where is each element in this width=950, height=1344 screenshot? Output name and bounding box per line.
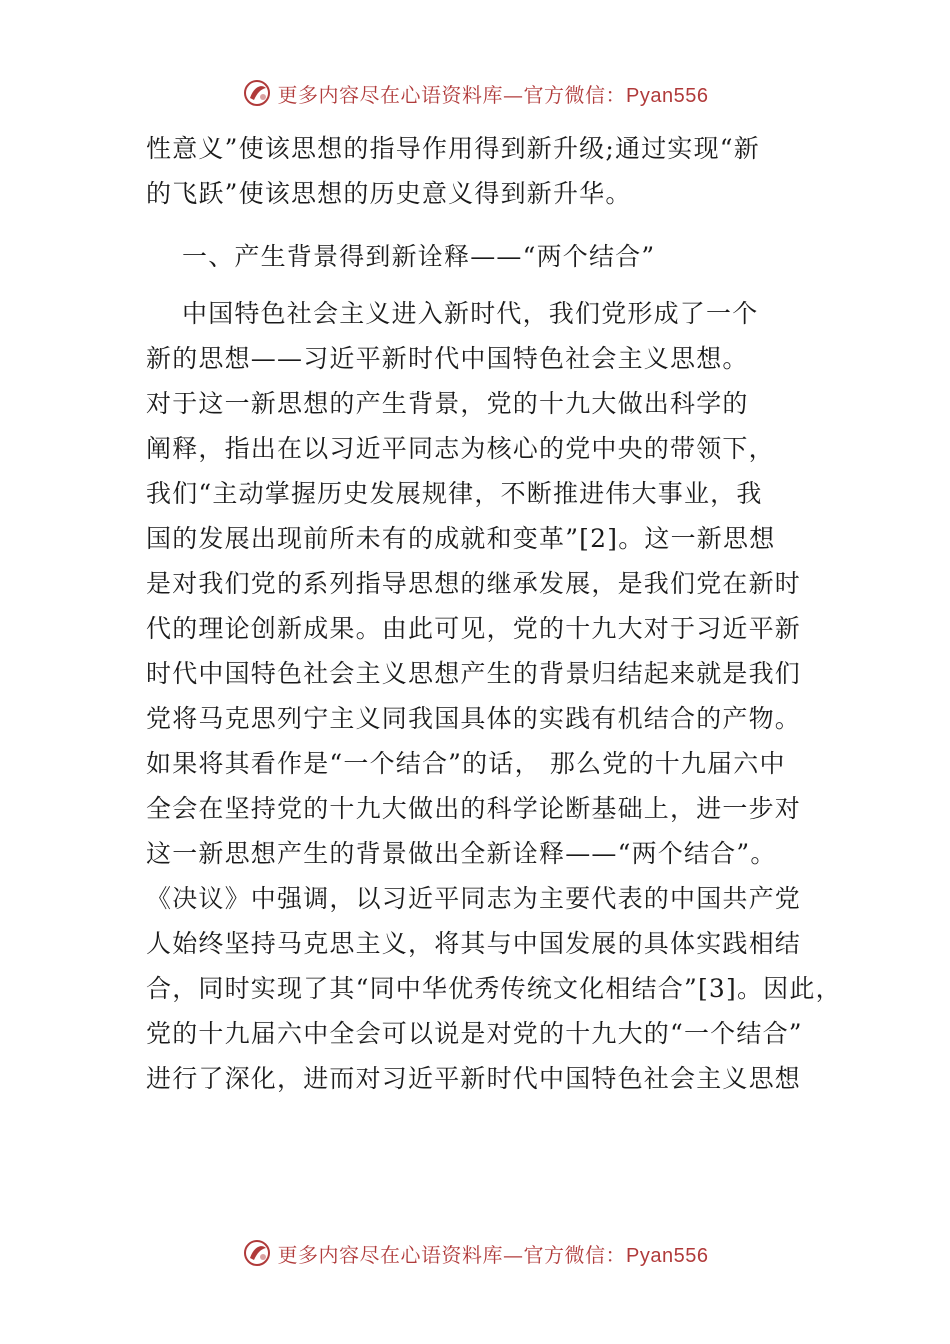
logo-icon [242, 1238, 272, 1268]
footer-banner [0, 1233, 950, 1273]
paragraph [146, 291, 842, 1101]
paragraph [146, 126, 826, 216]
text-line: 中国特色社会主义进入新时代，我们党形成了一个 [182, 299, 759, 328]
text-line: 国的发展出现前所未有的成就和变革”[2]。这一新思想 [146, 524, 776, 553]
wechat-id: Pyan556 [626, 84, 709, 107]
text-line: 新的思想——习近平新时代中国特色社会主义思想。 [146, 344, 749, 373]
logo-icon [242, 78, 272, 108]
text-line: 党将马克思列宁主义同我国具体的实践有机结合的产物。 [146, 704, 802, 733]
banner-text: 更多内容尽在心语资料库—官方微信： [277, 82, 627, 107]
text-line: 《决议》中强调，以习近平同志为主要代表的中国共产党 [146, 884, 802, 913]
text-line: 全会在坚持党的十九大做出的科学论断基础上，进一步对 [146, 794, 802, 823]
text-line: 阐释，指出在以习近平同志为核心的党中央的带领下， [146, 434, 775, 463]
text-line: 合，同时实现了其“同中华优秀传统文化相结合”[3]。因此， [146, 974, 842, 1003]
banner-text: 更多内容尽在心语资料库—官方微信： [277, 1242, 627, 1267]
text-line: 代的理论创新成果。由此可见，党的十九大对于习近平新 [146, 614, 802, 643]
text-line: 人始终坚持马克思主义，将其与中国发展的具体实践相结 [146, 929, 802, 958]
text-line: 时代中国特色社会主义思想产生的背景归结起来就是我们 [146, 659, 802, 688]
text-line: 性意义”使该思想的指导作用得到新升级;通过实现“新 [146, 134, 760, 163]
text-line: 对于这一新思想的产生背景，党的十九大做出科学的 [146, 389, 749, 418]
header-banner [0, 73, 950, 113]
text-line: 这一新思想产生的背景做出全新诠释——“两个结合”。 [146, 839, 777, 868]
text-line: 一、产生背景得到新诠释——“两个结合” [182, 242, 656, 271]
text-line: 我们“主动掌握历史发展规律，不断推进伟大事业，我 [146, 479, 763, 508]
text-line: 进行了深化，进而对习近平新时代中国特色社会主义思想 [146, 1064, 802, 1093]
text-line: 党的十九届六中全会可以说是对党的十九大的“一个结合” [146, 1019, 803, 1048]
section-heading [146, 234, 826, 279]
text-line: 如果将其看作是“一个结合”的话， 那么党的十九届六中 [146, 749, 786, 778]
text-line: 的飞跃”使该思想的历史意义得到新升华。 [146, 179, 632, 208]
document-body [146, 126, 842, 1101]
wechat-id: Pyan556 [626, 1244, 709, 1267]
text-line: 是对我们党的系列指导思想的继承发展，是我们党在新时 [146, 569, 802, 598]
